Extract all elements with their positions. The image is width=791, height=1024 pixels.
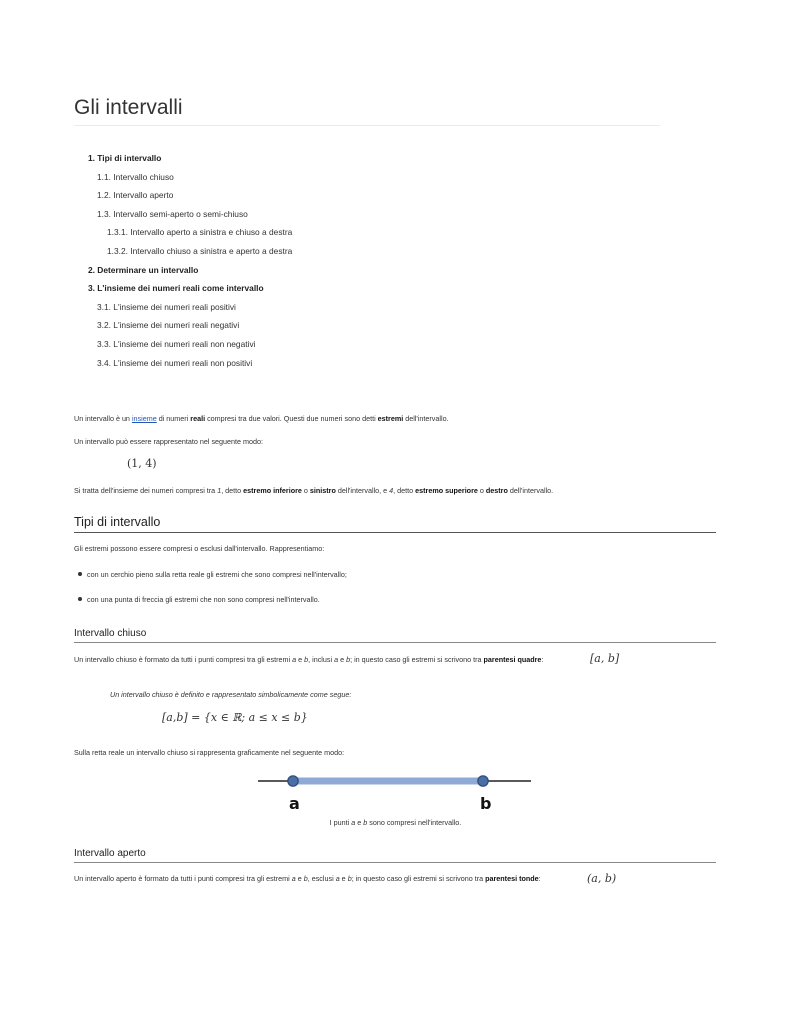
toc-item[interactable]: 3.3. L'insieme dei numeri reali non negativi [97, 339, 256, 349]
toc-item[interactable]: 1.2. Intervallo aperto [97, 190, 174, 200]
definition-formula: [a,b] = {x ∈ ℝ; a ≤ x ≤ b} [162, 711, 308, 724]
figure-caption: I punti a e b sono compresi nell'intervallo. [329, 818, 462, 827]
list-item: con una punta di freccia gli estremi che non sono compresi nell'intervallo. [78, 595, 320, 605]
toc-item[interactable]: 3. L'insieme dei numeri reali come intervallo [88, 283, 264, 293]
toc-item[interactable]: 1. Tipi di intervallo [88, 153, 162, 163]
list-item: con un cerchio pieno sulla retta reale gli estremi che sono compresi nell'intervallo; [78, 570, 347, 580]
bullet-icon [78, 597, 82, 601]
graph-paragraph: Sulla retta reale un intervallo chiuso si rappresenta graficamente nel seguente modo: [74, 748, 345, 757]
aperto-paragraph: Un intervallo aperto è formato da tutti i punti compresi tra gli estremi a e b, esclusi a e b; in questo caso gli estremi si scrivono tra parentesi tonde: [74, 874, 541, 883]
intro-paragraph-2: Un intervallo può essere rappresentato nel seguente modo: [74, 437, 263, 446]
toc-item[interactable]: 1.3.1. Intervallo aperto a sinistra e chiuso a destra [107, 227, 293, 237]
toc-item[interactable]: 1.1. Intervallo chiuso [97, 172, 174, 182]
endpoint-b-marker [478, 776, 488, 786]
definition-text: Un intervallo chiuso è definito e rappresentato simbolicamente come segue: [110, 690, 352, 699]
toc-item[interactable]: 2. Determinare un intervallo [88, 265, 199, 275]
bullet-icon [78, 572, 82, 576]
insieme-link[interactable]: insieme [131, 414, 157, 423]
section-heading-tipi: Tipi di intervallo [74, 515, 716, 533]
interval-segment [293, 778, 483, 785]
toc-item[interactable]: 3.4. L'insieme dei numeri reali non positivi [97, 358, 253, 368]
endpoint-a-marker [288, 776, 298, 786]
toc-item[interactable]: 3.1. L'insieme dei numeri reali positivi [97, 302, 236, 312]
toc-item[interactable]: 1.3.2. Intervallo chiuso a sinistra e aperto a destra [107, 246, 293, 256]
tipi-paragraph: Gli estremi possono essere compresi o esclusi dall'intervallo. Rappresentiamo: [74, 544, 325, 553]
section-heading-aperto: Intervallo aperto [74, 848, 716, 863]
interval-formula: (1, 4) [127, 457, 157, 470]
closed-interval-formula: [a, b] [590, 652, 620, 665]
section-heading-chiuso: Intervallo chiuso [74, 628, 716, 643]
intro-paragraph: Un intervallo è un insieme di numeri reali compresi tra due valori. Questi due numeri sono detti estremi dell'intervallo. [74, 414, 449, 423]
open-interval-formula: (a, b) [587, 872, 617, 885]
label-a: a [289, 794, 300, 813]
intro-paragraph-3: Si tratta dell'insieme dei numeri compresi tra 1, detto estremo inferiore o sinistro dell'intervallo, e 4, detto estremo superiore o destro dell'intervallo. [74, 486, 554, 495]
page-title: Gli intervalli [74, 96, 660, 126]
label-b: b [480, 794, 492, 813]
toc-item[interactable]: 1.3. Intervallo semi-aperto o semi-chiuso [97, 209, 248, 219]
chiuso-paragraph: Un intervallo chiuso è formato da tutti i punti compresi tra gli estremi a e b, inclusi a e b; in questo caso gli estremi si scrivono tra parentesi quadre: [74, 655, 544, 664]
toc-item[interactable]: 3.2. L'insieme dei numeri reali negativi [97, 320, 240, 330]
number-line-figure [255, 770, 535, 816]
